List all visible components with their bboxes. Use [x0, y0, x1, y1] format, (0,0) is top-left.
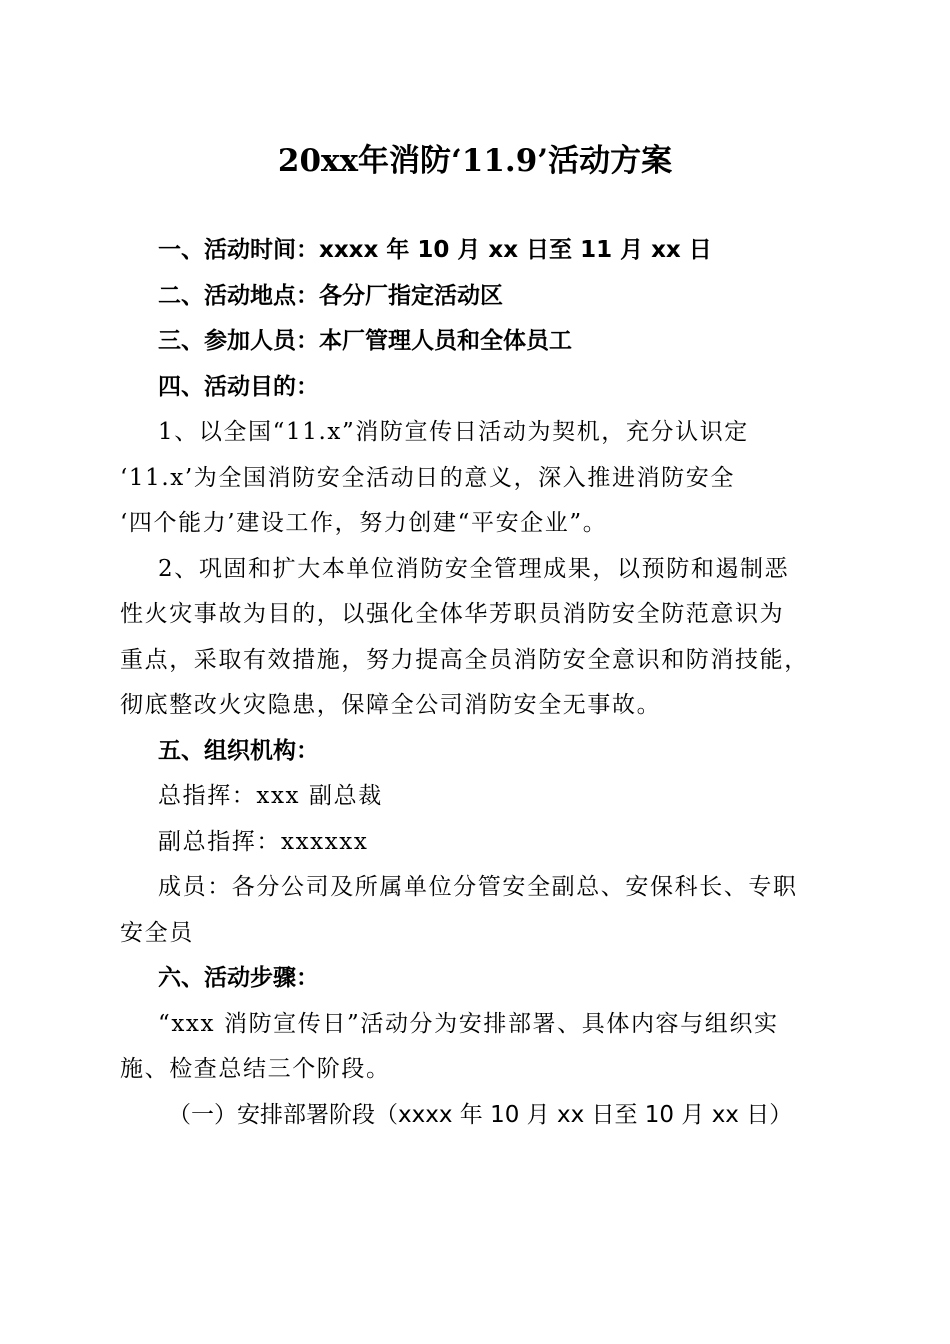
phase-1-heading: （一）安排部署阶段（xxxx 年 10 月 xx 日至 10 月 xx 日） [168, 1101, 793, 1128]
document-body [120, 228, 832, 1138]
purpose-paragraph-2-line-1: 2、巩固和扩大本单位消防安全管理成果，以预防和遏制恶 [158, 555, 790, 582]
organization-chief: 总指挥：xxx 副总裁 [158, 783, 383, 809]
purpose-paragraph-2-line-4: 彻底整改火灾隐患，保障全公司消防安全无事故。 [120, 692, 662, 718]
section-steps-heading: 六、活动步骤： [158, 965, 319, 991]
section-activity-place: 二、活动地点：各分厂指定活动区 [158, 282, 503, 309]
purpose-paragraph-1-line-1: 1、以全国“11.x”消防宣传日活动为契机，充分认识定 [158, 419, 749, 445]
section-purpose-heading: 四、活动目的： [158, 373, 319, 400]
section-activity-time: 一、活动时间：xxxx 年 10 月 xx 日至 11 月 xx 日 [158, 237, 712, 263]
organization-members-line-2: 安全员 [120, 919, 194, 946]
section-organization-heading: 五、组织机构： [158, 737, 319, 764]
purpose-paragraph-2-line-2: 性火灾事故为目的，以强化全体华芳职员消防安全防范意识为 [120, 601, 785, 627]
steps-paragraph-line-2: 施、检查总结三个阶段。 [120, 1056, 391, 1082]
organization-members-line-1: 成员：各分公司及所属单位分管安全副总、安保科长、专职 [158, 874, 798, 900]
purpose-paragraph-1-line-2: ‘11.x’为全国消防安全活动日的意义，深入推进消防安全 [120, 464, 735, 491]
purpose-paragraph-2-line-3: 重点，采取有效措施，努力提高全员消防安全意识和防消技能， [120, 646, 809, 673]
section-participants: 三、参加人员：本厂管理人员和全体员工 [158, 328, 572, 354]
document-title: 20xx年消防‘11.9’活动方案 [277, 143, 673, 179]
organization-deputy: 副总指挥：xxxxxx [158, 828, 369, 855]
steps-paragraph-line-1: “xxx 消防宣传日”活动分为安排部署、具体内容与组织实 [158, 1010, 779, 1037]
purpose-paragraph-1-line-3: ‘四个能力’建设工作，努力创建“平安企业”。 [120, 510, 608, 536]
